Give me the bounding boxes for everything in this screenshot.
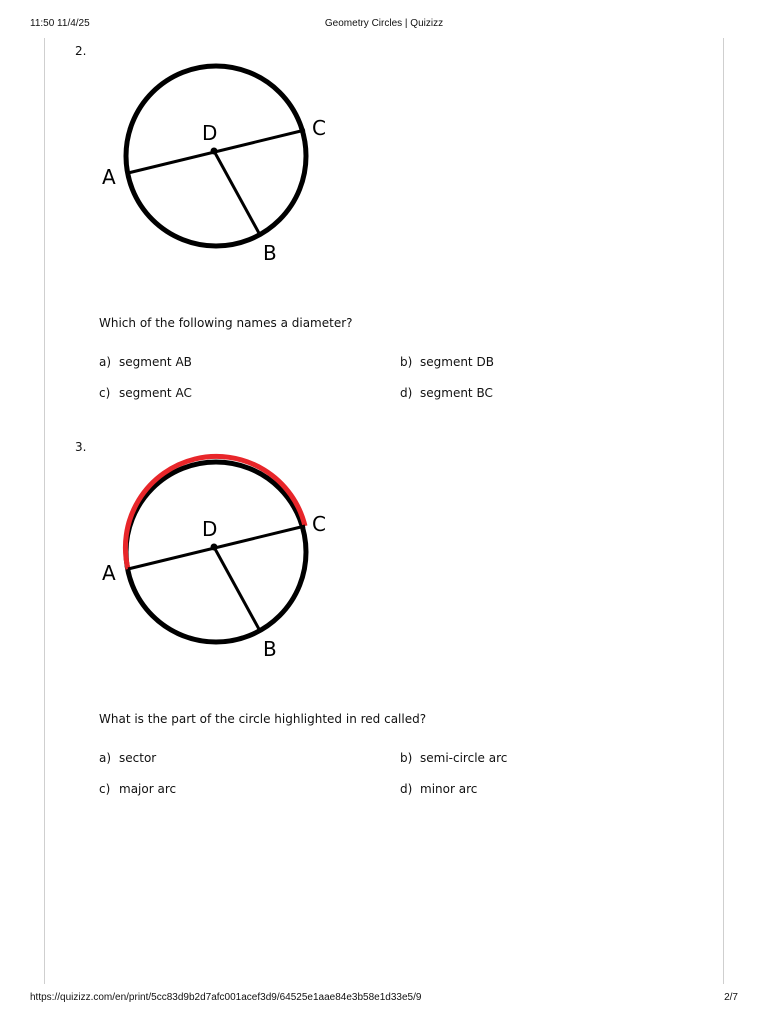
page-border-right [723, 38, 724, 984]
option-letter: d) [400, 782, 413, 796]
answer-option-b[interactable] [400, 355, 494, 369]
option-letter: d) [400, 386, 413, 400]
answer-option-d[interactable] [400, 386, 493, 400]
option-text: segment DB [420, 355, 494, 369]
point-label-a: A [102, 165, 116, 189]
point-label-b: B [263, 241, 277, 265]
option-letter: c) [99, 782, 111, 796]
option-text: segment AC [119, 386, 192, 400]
option-text: sector [119, 751, 157, 765]
option-text: minor arc [420, 782, 478, 796]
option-text: major arc [119, 782, 177, 796]
segment-db [214, 151, 260, 235]
point-label-d: D [202, 121, 218, 145]
footer-page-number: 2/7 [724, 992, 738, 1003]
question-text: What is the part of the circle highlighted in red called? [99, 712, 427, 726]
option-text: segment BC [420, 386, 493, 400]
header-title: Geometry Circles | Quizizz [324, 18, 444, 29]
answer-option-b[interactable] [400, 751, 507, 765]
point-label-b: B [263, 637, 277, 661]
point-label-d: D [202, 517, 218, 541]
page-border-left [44, 38, 45, 984]
option-letter: b) [400, 751, 413, 765]
answer-option-c[interactable] [99, 782, 176, 796]
segment-db [214, 547, 260, 631]
footer-url: https://quizizz.com/en/print/5cc83d9b2d7afc001acef3d9/64525e1aae84e3b58e1d33e5/9 [30, 992, 422, 1003]
center-point-d [211, 544, 218, 551]
answer-option-a[interactable] [99, 355, 192, 369]
option-letter: a) [99, 751, 112, 765]
answer-option-a[interactable] [99, 751, 156, 765]
answer-option-d[interactable] [400, 782, 477, 796]
header-datetime: 11:50 11/4/25 [30, 18, 90, 29]
point-label-a: A [102, 561, 116, 585]
option-letter: c) [99, 386, 111, 400]
option-letter: a) [99, 355, 112, 369]
center-point-d [211, 148, 218, 155]
option-text: segment AB [119, 355, 192, 369]
circle-diagram-highlighted [95, 441, 345, 671]
circle-diagram [95, 45, 345, 275]
point-label-c: C [312, 116, 326, 140]
option-letter: b) [400, 355, 413, 369]
question-number: 3. [75, 440, 87, 454]
answer-option-c[interactable] [99, 386, 192, 400]
point-label-c: C [312, 512, 326, 536]
question-text: Which of the following names a diameter? [99, 316, 353, 330]
option-text: semi-circle arc [420, 751, 508, 765]
question-number: 2. [75, 44, 87, 58]
